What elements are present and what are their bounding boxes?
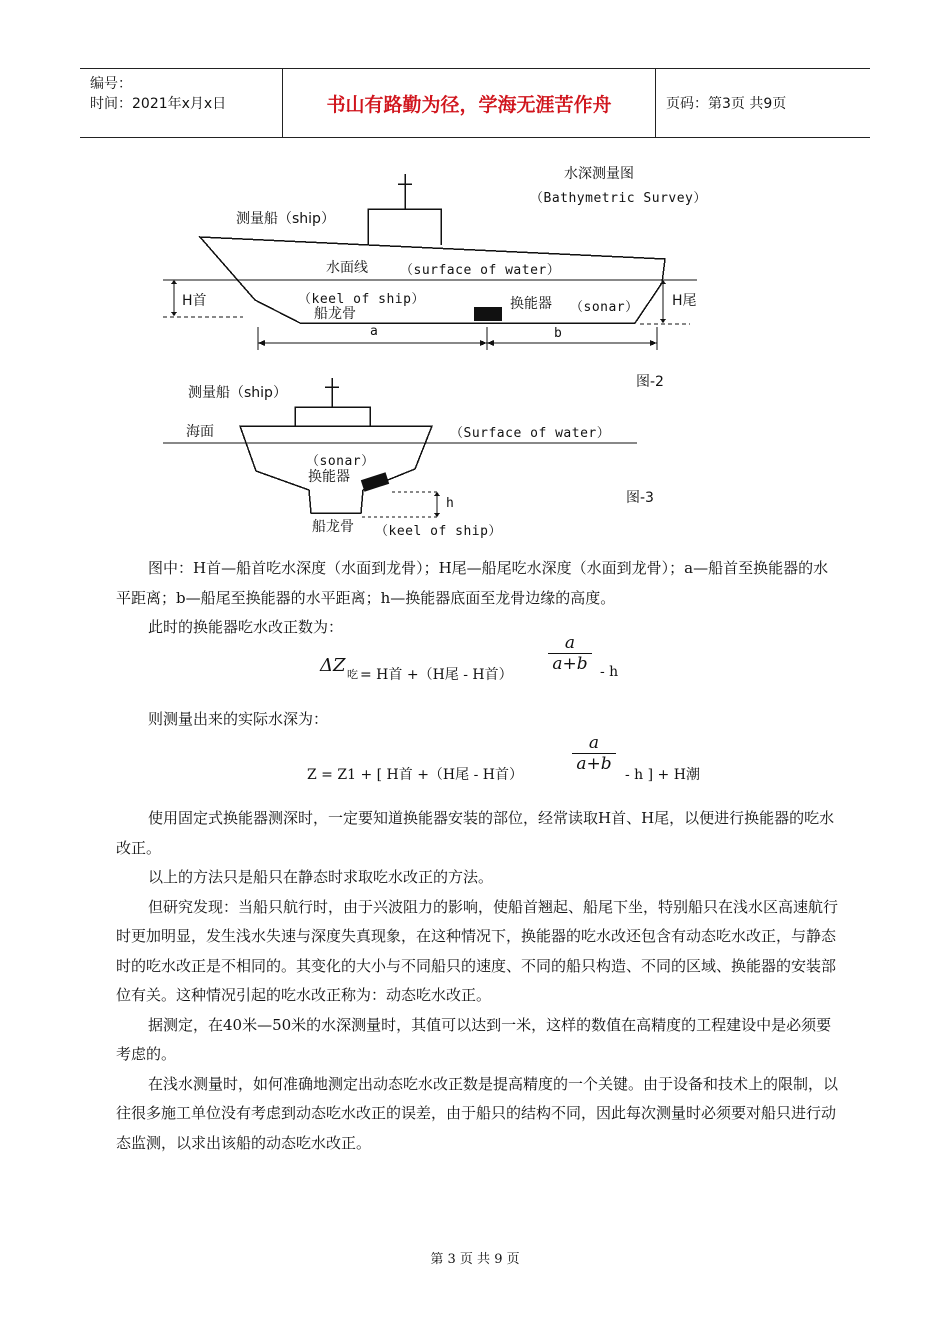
figure-3-surface-label: （Surface of water） bbox=[450, 426, 611, 441]
header-page-label: 页码：第3页 共9页 bbox=[666, 96, 787, 112]
figure-2-surface-cn: 水面线 bbox=[326, 260, 368, 276]
page-footer: 第 3 页 共 9 页 bbox=[430, 1252, 520, 1267]
fraction-numerator: a bbox=[588, 733, 600, 753]
figure-2-title-cn: 水深测量图 bbox=[564, 166, 634, 182]
fraction-numerator: a bbox=[564, 633, 576, 653]
formula-1-fraction bbox=[548, 633, 592, 674]
paragraph-4: 据测定，在40米—50米的水深测量时，其值可以达到一米，这样的数值在高精度的工程建设中是必须要考虑的。 bbox=[116, 1015, 832, 1063]
figure-3-keel-cn: 船龙骨 bbox=[312, 519, 354, 535]
legend-text: 图中：H首—船首吃水深度（水面到龙骨）；H尾—船尾吃水深度（水面到龙骨）；a—船首至换能器的水平距离；b—船尾至换能器的水平距离；h—换能器底面至龙骨边缘的高度。 bbox=[116, 559, 829, 607]
fraction-denominator: a+b bbox=[548, 653, 592, 674]
figure-3-ship-label: 测量船（ship） bbox=[188, 385, 287, 401]
figure-2-keel-en: （keel of ship） bbox=[298, 292, 425, 307]
figure-3-sonar-en: （sonar） bbox=[306, 454, 375, 469]
legend-paragraph bbox=[116, 554, 838, 643]
intro-2: 则测量出来的实际水深为： bbox=[148, 710, 329, 728]
figure-3-drawing bbox=[0, 0, 950, 560]
figure-2-transducer-cn: 换能器 bbox=[510, 296, 552, 312]
paragraph-2: 以上的方法只是船只在静态时求取吃水改正的方法。 bbox=[148, 868, 494, 886]
paragraph-3: 但研究发现：当船只航行时，由于兴波阻力的影响，使船首翘起、船尾下坐，特别船只在浅水区高速航行时更加明显，发生浅水失速与深度失真现象，在这种情况下，换能器的吃水改还包含有动态吃水改正，与静态时的吃水改正是不相同的。其变化的大小与不同船只的速度、不同的船只构造、不同的区域、换能器的安装部位有关。这种情况引起的吃水改正称为：动态吃水改正。 bbox=[116, 897, 839, 1004]
paragraph-1: 使用固定式换能器测深时，一定要知道换能器安装的部位，经常读取H首、H尾，以便进行换能器的吃水改正。 bbox=[116, 809, 835, 857]
figure-2-dim-b: b bbox=[554, 326, 563, 341]
header-motto: 书山有路勤为径，学海无涯苦作舟 bbox=[283, 69, 656, 137]
figure-2-caption: 图-2 bbox=[636, 374, 664, 390]
paragraph-5: 在浅水测量时，如何准确地测定出动态吃水改正数是提高精度的一个关键。由于设备和技术上的限制，以往很多施工单位没有考虑到动态吃水改正的误差，由于船只的结构不同，因此每次测量时必须要对船只进行动态监测，以求出该船的动态吃水改正。 bbox=[116, 1074, 839, 1152]
formula-2-mid: Z = Z1 + [ H首 +（H尾 - H首） bbox=[307, 767, 523, 783]
figure-2-keel-cn: 船龙骨 bbox=[314, 306, 356, 322]
formula-1-sub: 吃 bbox=[347, 668, 358, 681]
figure-2-transducer-en: （sonar） bbox=[570, 300, 639, 315]
figure-3-keel-en: （keel of ship） bbox=[375, 524, 502, 539]
figure-3-caption: 图-3 bbox=[626, 490, 654, 506]
figure-3-h-label: h bbox=[446, 496, 455, 511]
serial-label: 编号： bbox=[90, 76, 132, 92]
figure-2-h-stern: H尾 bbox=[672, 293, 697, 309]
figure-2-surface-en: （surface of water） bbox=[400, 263, 561, 278]
figure-3-sea-label: 海面 bbox=[186, 424, 214, 440]
formula-1-mid: = H首 +（H尾 - H首） bbox=[360, 667, 513, 683]
figure-3-sonar-cn: 换能器 bbox=[308, 469, 350, 485]
figure-2-dim-a: a bbox=[370, 324, 379, 339]
body-paragraphs bbox=[116, 804, 838, 1158]
figure-2-h-bow: H首 bbox=[182, 293, 207, 309]
figure-2-title-en: （Bathymetric Survey） bbox=[530, 191, 707, 206]
formula-2-tail: - h ] + H潮 bbox=[625, 767, 700, 783]
figure-2-ship-label: 测量船（ship） bbox=[236, 211, 335, 227]
formula-1-lhs: ΔZ bbox=[320, 655, 346, 676]
intro-1: 此时的换能器吃水改正数为： bbox=[148, 618, 344, 636]
formula-2-fraction bbox=[572, 733, 616, 774]
intro-2-paragraph bbox=[116, 705, 838, 735]
time-label: 时间：2021年x月x日 bbox=[90, 96, 227, 112]
formula-1-tail: - h bbox=[600, 664, 619, 680]
fraction-denominator: a+b bbox=[572, 753, 616, 774]
